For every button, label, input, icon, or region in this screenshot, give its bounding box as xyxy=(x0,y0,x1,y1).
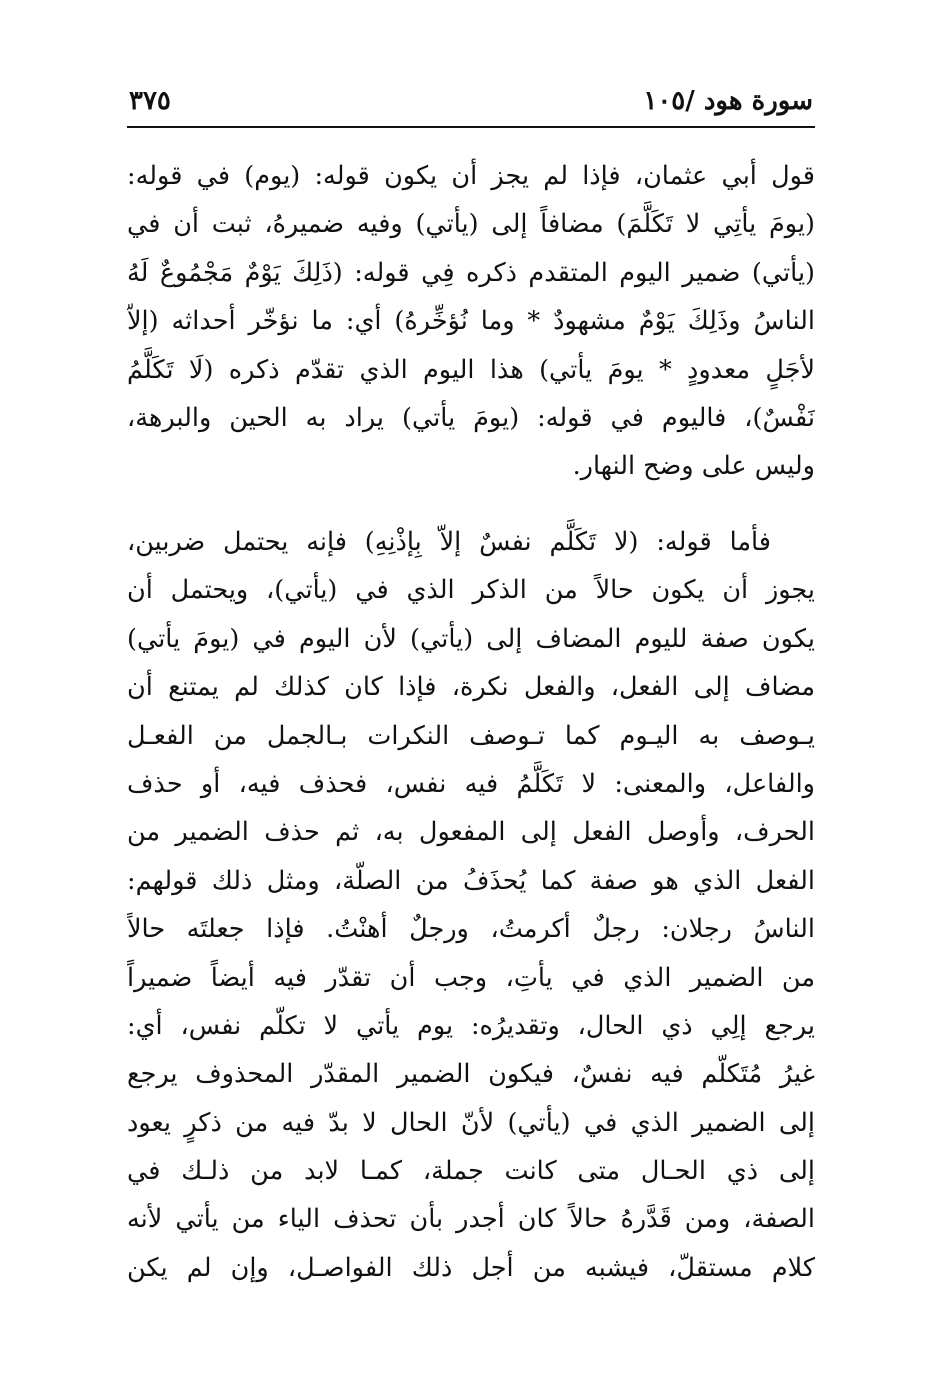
surah-reference: سورة هود /١٠٥ xyxy=(643,86,813,116)
text-line: مضاف إلى الفعل، والفعل نكرة، فإذا كان كذلك لم يمتنع أن xyxy=(127,672,815,703)
text-line: يجوز أن يكون حالاً من الذكر الذي في (يأتي)، ويحتمل أن xyxy=(127,575,815,606)
text-line: الفعل الذي هو صفة كما يُحذَفُ من الصلّة، ومثل ذلك قولهم: xyxy=(127,865,815,896)
page-header xyxy=(127,74,815,128)
text-line: وليس على وضح النهار. xyxy=(572,451,815,482)
text-line: (يأتي) ضمير اليوم المتقدم ذكره فِي قوله: (ذَلِكَ يَوْمٌ مَجْمُوعٌ لَهُ xyxy=(127,257,815,288)
text-line: لأجَلٍ معدودٍ * يومَ يأتي) هذا اليوم الذي تقدّم ذكره (لَا تَكَلَّمُ xyxy=(127,354,815,385)
text-line: يرجع إلِي ذي الحال، وتقديرُه: يوم يأتي لا تكلّم نفس، أي: xyxy=(127,1010,815,1041)
text-line: من الضمير الذي في يأتِ، وجب أن تقدّر فيه أيضاً ضميراً xyxy=(127,962,815,993)
page-number: ٣٧٥ xyxy=(129,86,171,116)
text-line: إلى ذي الحـال متى كانت جملة، كمـا لابد من ذلـك في xyxy=(127,1156,815,1187)
paragraph-2 xyxy=(127,518,815,1292)
text-line: غيرُ مُتَكلّم فيه نفسٌ، فيكون الضمير المقدّر المحذوف يرجع xyxy=(127,1059,815,1090)
text-line: يـوصف به اليـوم كما تـوصف النكرات بـالجمل من الفعـل xyxy=(127,720,815,751)
text-line: الصفة، ومن قَدَّرهُ حالاً كان أجدر بأن تحذف الياء من يأتي لأنه xyxy=(127,1204,815,1235)
text-line: إلى الضمير الذي في (يأتي) لأنّ الحال لا بدّ فيه من ذكرٍ يعود xyxy=(127,1107,815,1138)
text-line: (يومَ يأتِي لا تَكَلَّمَ) مضافاً إلى (يأتي) وفيه ضميرهُ، ثبت أن في xyxy=(127,209,815,240)
text-line: الناسُ رجلان: رجلٌ أكرمتُ، ورجلٌ أهنْتُ. فإذا جعلتَه حالاً xyxy=(127,914,815,945)
text-line: الحرف، وأوصل الفعل إلى المفعول به، ثم حذف الضمير من xyxy=(127,817,815,848)
text-line: الناسُ وذَلِكَ يَوْمٌ مشهودٌ * وما نُؤخِّرهُ) أي: ما نؤخّر أحداثه (إلاّ xyxy=(127,306,815,337)
text-line: يكون صفة لليوم المضاف إلى (يأتي) لأن اليوم في (يومَ يأتي) xyxy=(127,623,815,654)
text-line: كلام مستقلّ، فيشبه من أجل ذلك الفواصـل، وإن لم يكن xyxy=(127,1252,815,1283)
paragraph-1 xyxy=(127,152,815,491)
text-line: والفاعل، والمعنى: لا تَكَلَّمُ فيه نفس، فحذف فيه، أو حذف xyxy=(127,768,815,799)
text-line: قول أبي عثمان، فإذا لم يجز أن يكون قوله: (يوم) في قوله: xyxy=(127,161,815,191)
text-line: نَفْسٌ)، فاليوم في قوله: (يومَ يأتي) يراد به الحين والبرهة، xyxy=(127,402,815,433)
text-line: فأما قوله: (لا تَكَلَّم نفسٌ إلاّ بِإذْنِهِ) فإنه يحتمل ضربين، xyxy=(127,527,771,557)
